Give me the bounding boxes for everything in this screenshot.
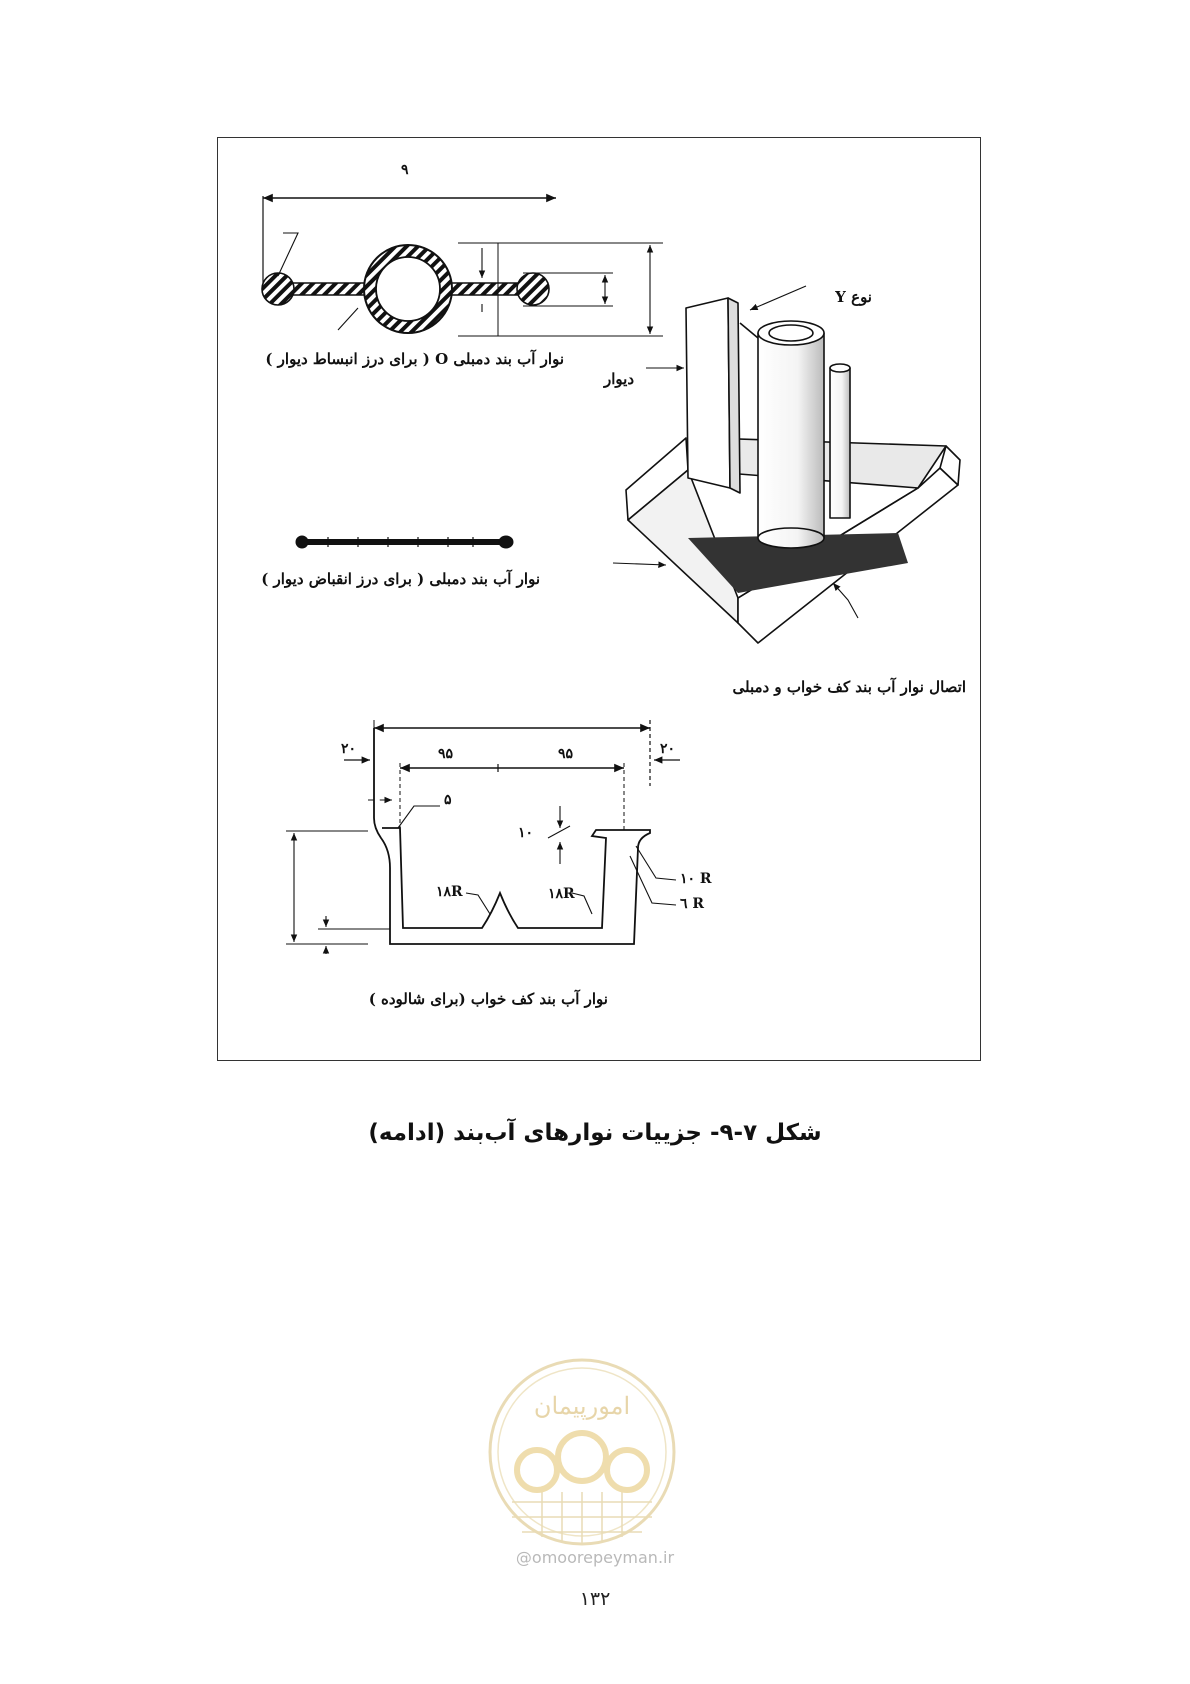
technical-drawings (218, 138, 982, 1062)
dim-five: ۵ (444, 792, 452, 808)
watermark-logo-text: امورپیمان (533, 1392, 631, 1420)
figure-caption: شکل ۷-۹- جزییات نوارهای آب‌بند (ادامه) (368, 1120, 822, 1146)
dim-o-width: ۹ (401, 162, 409, 178)
isometric-wall-label: دیوار (603, 370, 634, 388)
flat-waterstop-section (296, 536, 513, 548)
dim-r10: ۱۰ R (680, 871, 712, 887)
dim-r18-right: ۱۸R (548, 886, 575, 902)
flat-type-caption: نوار آب بند دمبلی ( برای درز انقباض دیوار ) (261, 570, 540, 588)
o-type-waterstop-section (262, 196, 663, 336)
dim-95-left: ۹۵ (438, 746, 454, 762)
o-type-caption: نوار آب بند دمبلی O ( برای درز انبساط دیوار ) (265, 350, 564, 368)
page-number: ۱۳۲ (579, 1588, 611, 1610)
dim-ten: ۱۰ (518, 825, 534, 841)
watermark-url: @omoorepeyman.ir (515, 1548, 675, 1567)
isometric-caption: اتصال نوار آب بند کف خواب و دمبلی (732, 678, 966, 696)
dim-95-right: ۹۵ (558, 746, 574, 762)
dim-right-20: ۲۰ (660, 741, 676, 757)
isometric-type-label: نوع Y (835, 288, 872, 306)
dim-r6: ٦ R (680, 896, 705, 912)
dim-left-20: ۲۰ (341, 741, 357, 757)
base-strip-caption: نوار آب بند کف خواب (برای شالوده ) (368, 990, 608, 1008)
isometric-junction-view (613, 286, 960, 643)
figure-frame (217, 137, 981, 1061)
watermark-logo (482, 1352, 682, 1552)
dim-r18-left: ۱۸R (436, 884, 463, 900)
